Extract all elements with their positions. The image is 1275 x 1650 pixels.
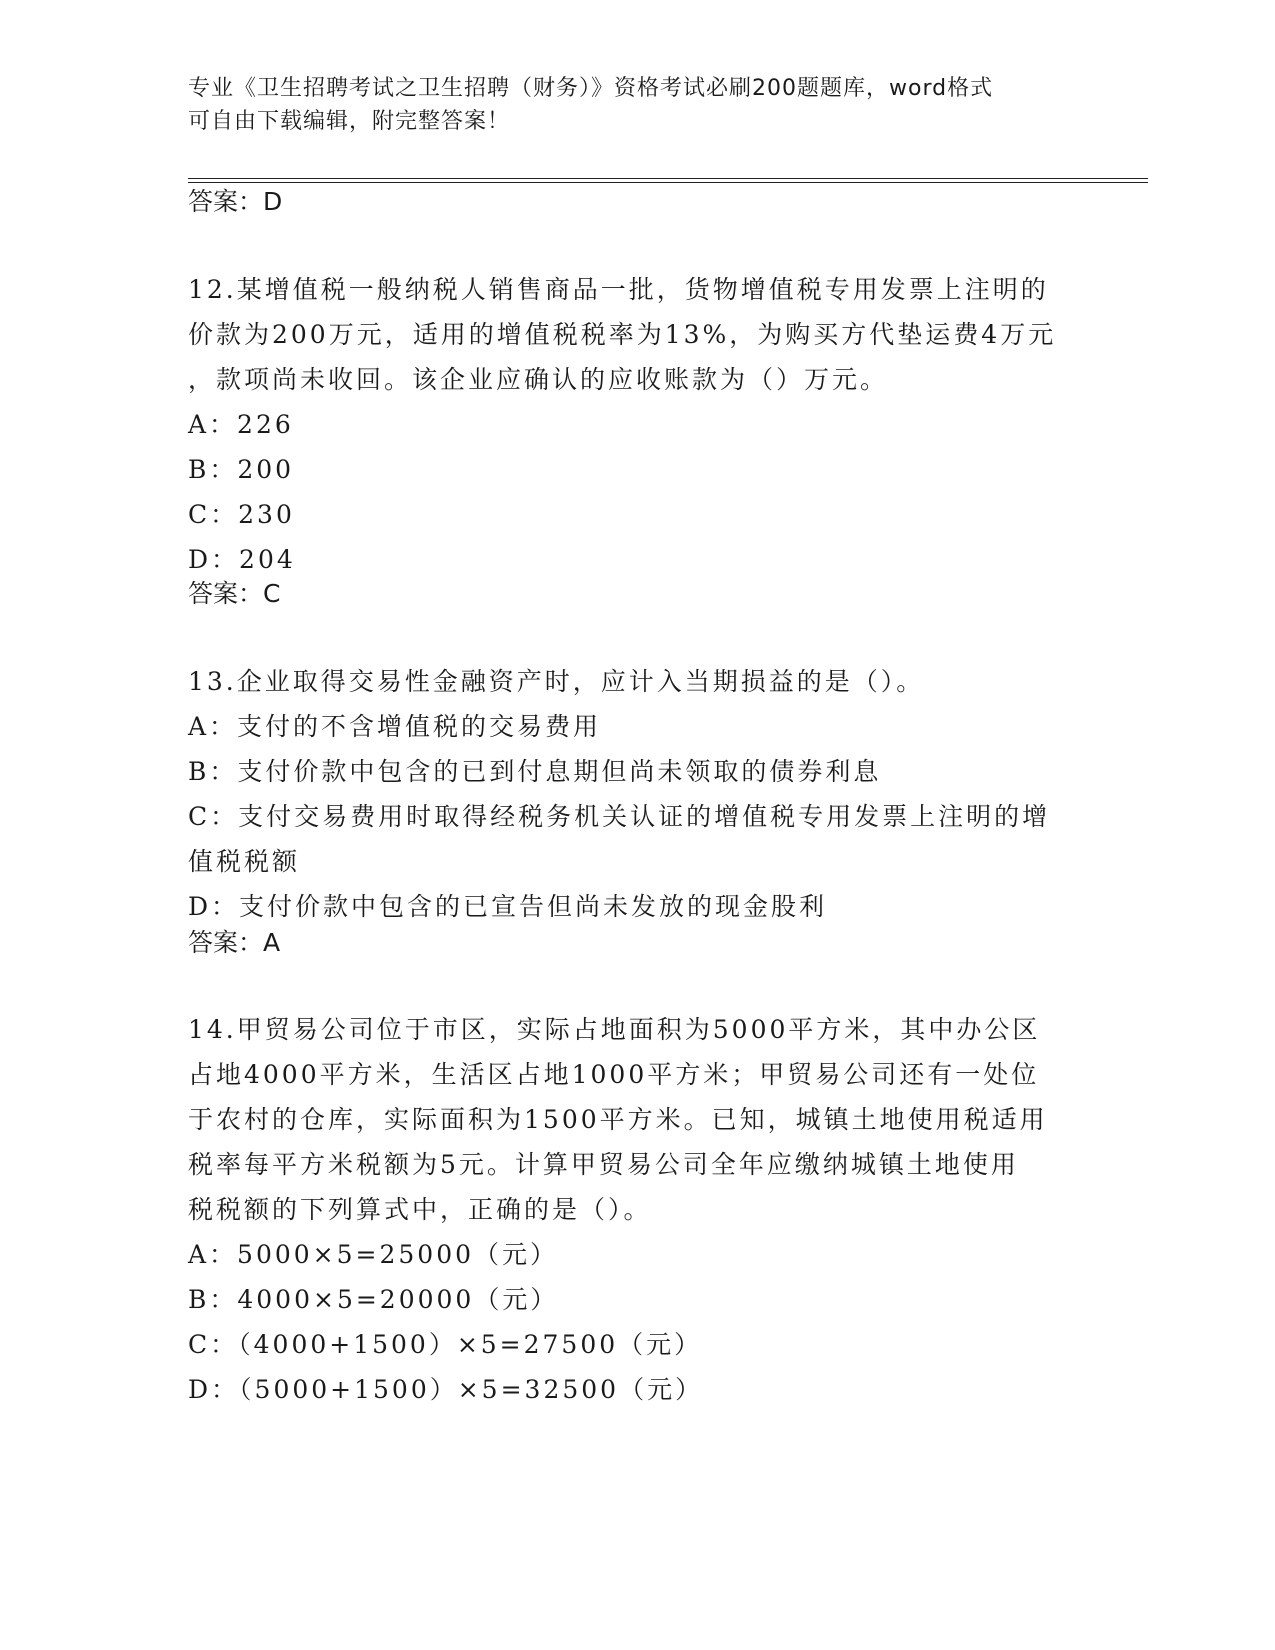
page-header <box>188 72 1088 138</box>
option-d: D：（5000+1500）×5=32500（元） <box>188 1375 704 1404</box>
option-c: C：支付交易费用时取得经税务机关认证的增值税专用发票上注明的增 <box>188 802 1051 831</box>
question-text-line: 14.甲贸易公司位于市区，实际占地面积为5000平方米，其中办公区 <box>188 1015 1041 1044</box>
question-13 <box>188 659 1088 929</box>
question-text-line: 13.企业取得交易性金融资产时，应计入当期损益的是（）。 <box>188 667 925 696</box>
option-c: C：（4000+1500）×5=27500（元） <box>188 1330 703 1359</box>
answer-line: 答案：D <box>188 187 283 216</box>
document-page <box>188 0 1148 1650</box>
question-text-line: 价款为200万元，适用的增值税税率为13%，为购买方代垫运费4万元 <box>188 320 1057 349</box>
question-text-line: 于农村的仓库，实际面积为1500平方米。已知，城镇土地使用税适用 <box>188 1105 1048 1134</box>
option-c-continued: 值税税额 <box>188 847 301 876</box>
header-line-2: 可自由下载编辑，附完整答案！ <box>188 109 511 134</box>
header-line-1: 专业《卫生招聘考试之卫生招聘（财务）》资格考试必刷200题题库，word格式 <box>188 76 994 101</box>
answer-line: 答案：A <box>188 928 281 957</box>
option-d: D：204 <box>188 545 296 574</box>
option-b: B：支付价款中包含的已到付息期但尚未领取的债券利息 <box>188 757 882 786</box>
option-a: A：226 <box>188 410 294 439</box>
header-divider <box>188 178 1148 183</box>
question-text-line: 占地4000平方米，生活区占地1000平方米；甲贸易公司还有一处位 <box>188 1060 1040 1089</box>
question-text-line: 12.某增值税一般纳税人销售商品一批，货物增值税专用发票上注明的 <box>188 275 1049 304</box>
option-a: A：支付的不含增值税的交易费用 <box>188 712 602 741</box>
option-b: B：4000×5=20000（元） <box>188 1285 559 1314</box>
question-text-line: 税税额的下列算式中，正确的是（）。 <box>188 1195 652 1224</box>
question-text-line: 税率每平方米税额为5元。计算甲贸易公司全年应缴纳城镇土地使用 <box>188 1150 1019 1179</box>
question-12 <box>188 267 1088 582</box>
answer-line: 答案：C <box>188 579 281 608</box>
question-text-line: ，款项尚未收回。该企业应确认的应收账款为（）万元。 <box>188 365 889 394</box>
question-14 <box>188 1007 1088 1412</box>
option-a: A：5000×5=25000（元） <box>188 1240 559 1269</box>
option-c: C：230 <box>188 500 295 529</box>
option-d: D：支付价款中包含的已宣告但尚未发放的现金股利 <box>188 892 828 921</box>
option-b: B：200 <box>188 455 295 484</box>
